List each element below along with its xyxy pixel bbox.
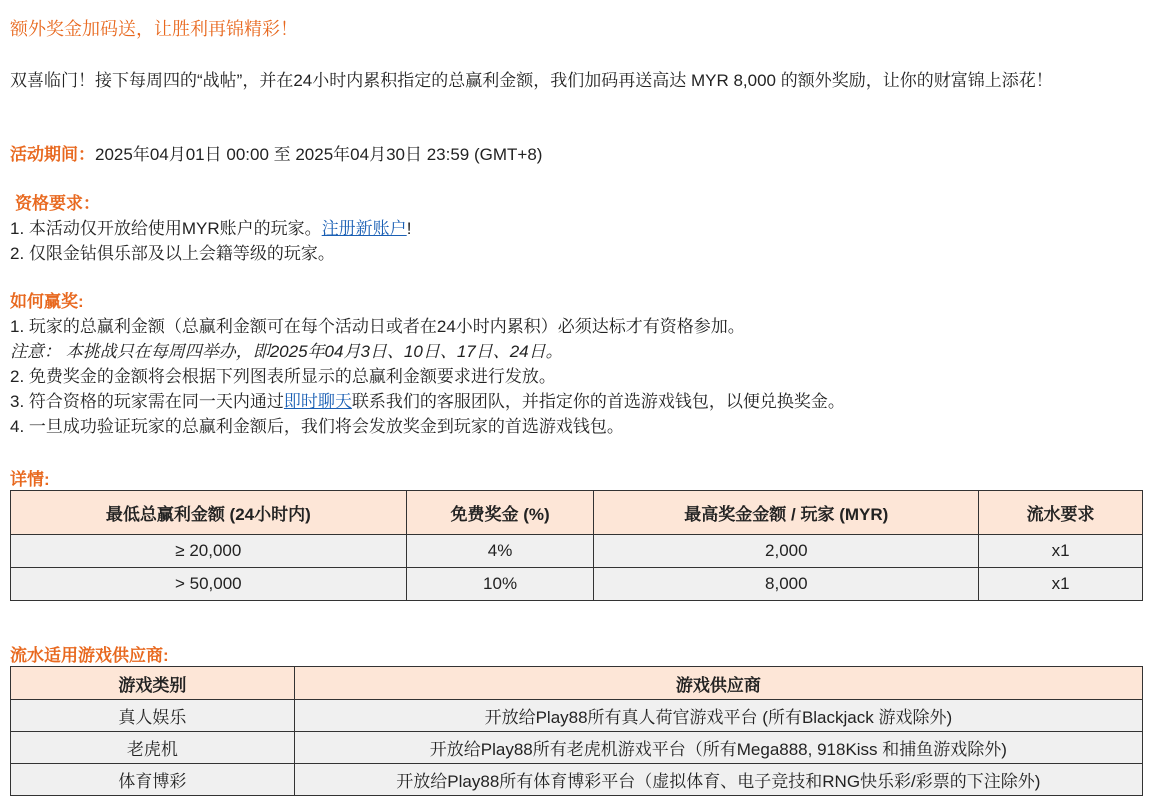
how-to-win-note: 注意： 本挑战只在每周四举办，即2025年04月3日、10日、17日、24日。 <box>10 342 563 361</box>
period-label: 活动期间： <box>10 145 95 164</box>
eligibility-item-2: 2. 仅限金钻俱乐部及以上会籍等级的玩家。 <box>10 244 335 263</box>
promo-title: 额外奖金加码送，让胜利再锦精彩！ <box>10 19 298 39</box>
eligibility-item-1-suffix: ! <box>406 219 412 238</box>
header-rollover: 流水要求 <box>979 491 1143 535</box>
header-max-bonus: 最高奖金金额 / 玩家 (MYR) <box>594 491 979 535</box>
table-cell: 开放给Play88所有体育博彩平台（虚拟体育、电子竞技和RNG快乐彩/彩票的下注除外) <box>294 764 1142 796</box>
how-to-win-item-4: 4. 一旦成功验证玩家的总赢利金额后，我们将会发放奖金到玩家的首选游戏钱包。 <box>10 417 624 436</box>
how-to-win-item-3-suffix: 联系我们的客服团队，并指定你的首选游戏钱包，以便兑换奖金。 <box>351 392 845 411</box>
providers-label: 流水适用游戏供应商: <box>10 646 169 665</box>
table-row <box>11 764 1143 796</box>
how-to-win-section <box>10 289 845 439</box>
table-cell: 老虎机 <box>11 732 295 764</box>
header-game-provider: 游戏供应商 <box>294 667 1142 700</box>
how-to-win-item-2: 2. 免费奖金的金额将会根据下列图表所显示的总赢利金额要求进行发放。 <box>10 367 556 386</box>
promo-period <box>10 142 542 167</box>
how-to-win-item-1: 1. 玩家的总赢利金额（总赢利金额可在每个活动日或者在24小时内累积）必须达标才有资格参加。 <box>10 317 745 336</box>
providers-table <box>10 666 1143 796</box>
table-cell: 2,000 <box>594 535 979 568</box>
table-cell: x1 <box>979 568 1143 601</box>
bonus-table-header <box>11 491 1143 535</box>
eligibility-item-1 <box>10 216 411 241</box>
how-to-win-label: 如何赢奖: <box>10 292 84 311</box>
intro-paragraph: 双喜临门！接下每周四的“战帖”，并在24小时内累积指定的总赢利金额，我们加码再送高达 MYR 8,000 的额外奖励，让你的财富锦上添花！ <box>10 71 1053 90</box>
table-cell: 开放给Play88所有老虎机游戏平台（所有Mega888, 918Kiss 和捕鱼游戏除外) <box>294 732 1142 764</box>
table-cell: 开放给Play88所有真人荷官游戏平台 (所有Blackjack 游戏除外) <box>294 700 1142 732</box>
how-to-win-item-3-prefix: 3. 符合资格的玩家需在同一天内通过 <box>10 392 284 411</box>
providers-table-header <box>11 667 1143 700</box>
register-link[interactable]: 注册新账户 <box>321 219 407 238</box>
table-row <box>11 732 1143 764</box>
period-value: 2025年04月01日 00:00 至 2025年04月30日 23:59 (GMT+8) <box>95 145 543 164</box>
table-cell: 8,000 <box>594 568 979 601</box>
table-cell: 4% <box>406 535 594 568</box>
eligibility-section <box>10 191 411 266</box>
live-chat-link[interactable]: 即时聊天 <box>283 392 352 411</box>
bonus-table <box>10 490 1143 601</box>
header-free-bonus: 免费奖金 (%) <box>406 491 594 535</box>
details-label: 详情: <box>10 470 50 489</box>
table-row <box>11 568 1143 601</box>
header-game-category: 游戏类别 <box>11 667 295 700</box>
table-row <box>11 700 1143 732</box>
eligibility-label: 资格要求： <box>15 194 100 213</box>
table-cell: ≥ 20,000 <box>11 535 407 568</box>
table-cell: x1 <box>979 535 1143 568</box>
table-row <box>11 535 1143 568</box>
how-to-win-item-3 <box>10 389 845 414</box>
table-cell: 体育博彩 <box>11 764 295 796</box>
table-cell: 真人娱乐 <box>11 700 295 732</box>
header-min-winnings: 最低总赢利金额 (24小时内) <box>11 491 407 535</box>
eligibility-item-1-text: 1. 本活动仅开放给使用MYR账户的玩家。 <box>10 219 322 238</box>
table-cell: > 50,000 <box>11 568 407 601</box>
table-cell: 10% <box>406 568 594 601</box>
